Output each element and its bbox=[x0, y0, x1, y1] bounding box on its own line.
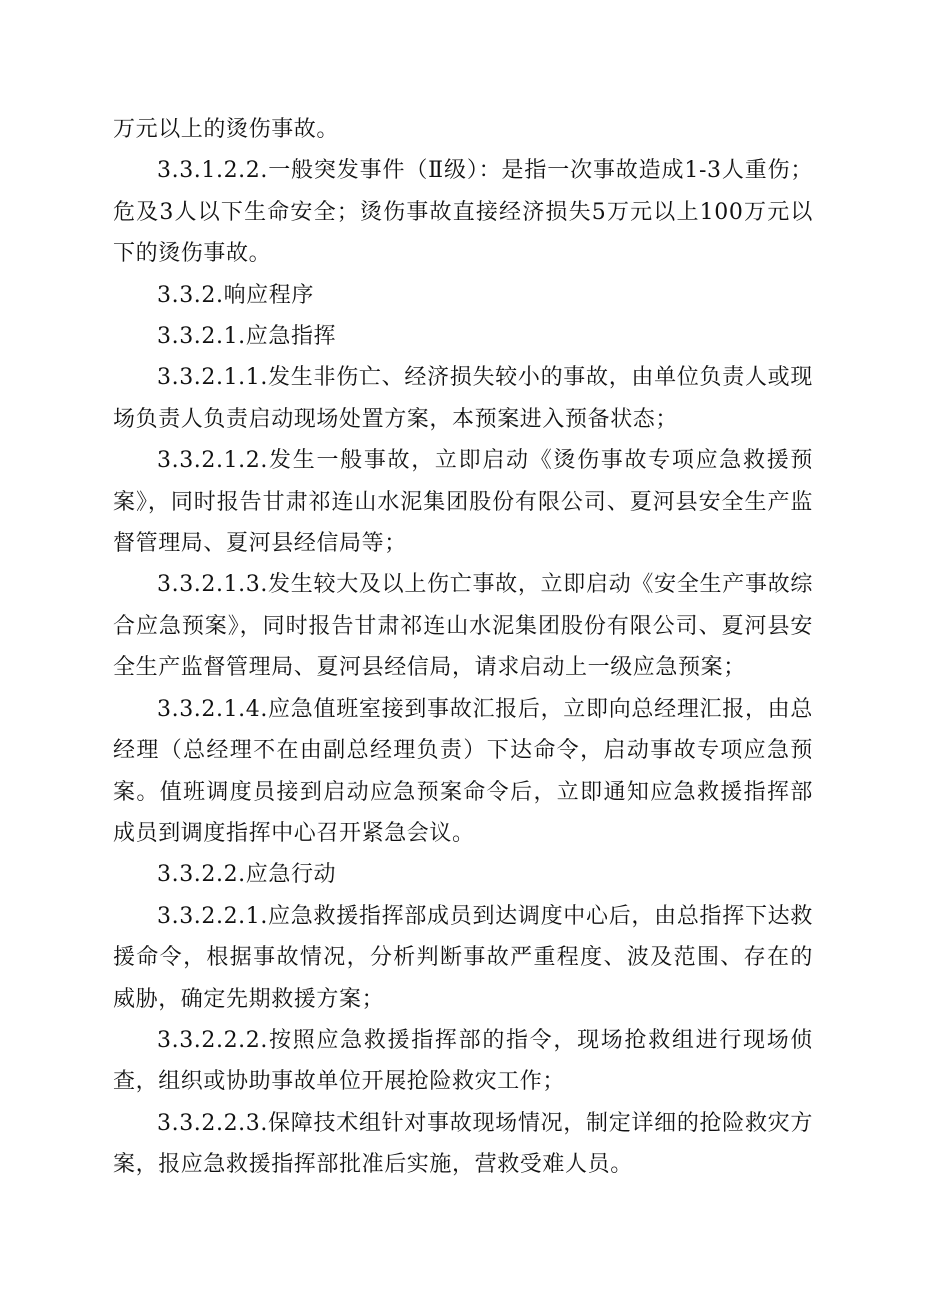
heading-3-3-2-2: 3.3.2.2.应急行动 bbox=[157, 862, 337, 888]
document-body bbox=[113, 109, 813, 1186]
paragraph-3-3-2-2-3: 3.3.2.2.3.保障技术组针对事故现场情况，制定详细的抢险救灾方案，报应急救援指挥部批准后实施，营救受难人员。 bbox=[113, 1110, 813, 1178]
paragraph-3-3-1-2-2: 3.3.1.2.2.一般突发事件（Ⅱ级）：是指一次事故造成1-3人重伤；危及3人以下生命安全；烫伤事故直接经济损失5万元以上100万元以下的烫伤事故。 bbox=[113, 158, 813, 267]
paragraph-3-3-2-1-4: 3.3.2.1.4.应急值班室接到事故汇报后，立即向总经理汇报，由总经理（总经理不在由副总经理负责）下达命令，启动事故专项应急预案。值班调度员接到启动应急预案命令后，立即通知应急救援指挥部成员到调度指挥中心召开紧急会议。 bbox=[113, 696, 813, 846]
paragraph-continuation: 万元以上的烫伤事故。 bbox=[113, 117, 340, 142]
paragraph-3-3-2-2-2: 3.3.2.2.2.按照应急救援指挥部的指令，现场抢救组进行现场侦查，组织或协助事故单位开展抢险救灾工作； bbox=[113, 1027, 813, 1095]
paragraph-3-3-2-1-3: 3.3.2.1.3.发生较大及以上伤亡事故，立即启动《安全生产事故综合应急预案》，同时报告甘肃祁连山水泥集团股份有限公司、夏河县安全生产监督管理局、夏河县经信局，请求启动上一级应急预案； bbox=[113, 572, 813, 681]
paragraph-3-3-2-1-1: 3.3.2.1.1.发生非伤亡、经济损失较小的事故，由单位负责人或现场负责人负责启动现场处置方案，本预案进入预备状态； bbox=[113, 365, 813, 432]
paragraph-3-3-2-2-1: 3.3.2.2.1.应急救援指挥部成员到达调度中心后，由总指挥下达救援命令，根据事故情况，分析判断事故严重程度、波及范围、存在的威胁，确定先期救援方案； bbox=[113, 903, 813, 1012]
heading-3-3-2-1: 3.3.2.1.应急指挥 bbox=[157, 324, 337, 350]
heading-3-3-2: 3.3.2.响应程序 bbox=[157, 282, 314, 308]
paragraph-3-3-2-1-2: 3.3.2.1.2.发生一般事故，立即启动《烫伤事故专项应急救援预案》，同时报告甘肃祁连山水泥集团股份有限公司、夏河县安全生产监督管理局、夏河县经信局等； bbox=[113, 448, 813, 557]
